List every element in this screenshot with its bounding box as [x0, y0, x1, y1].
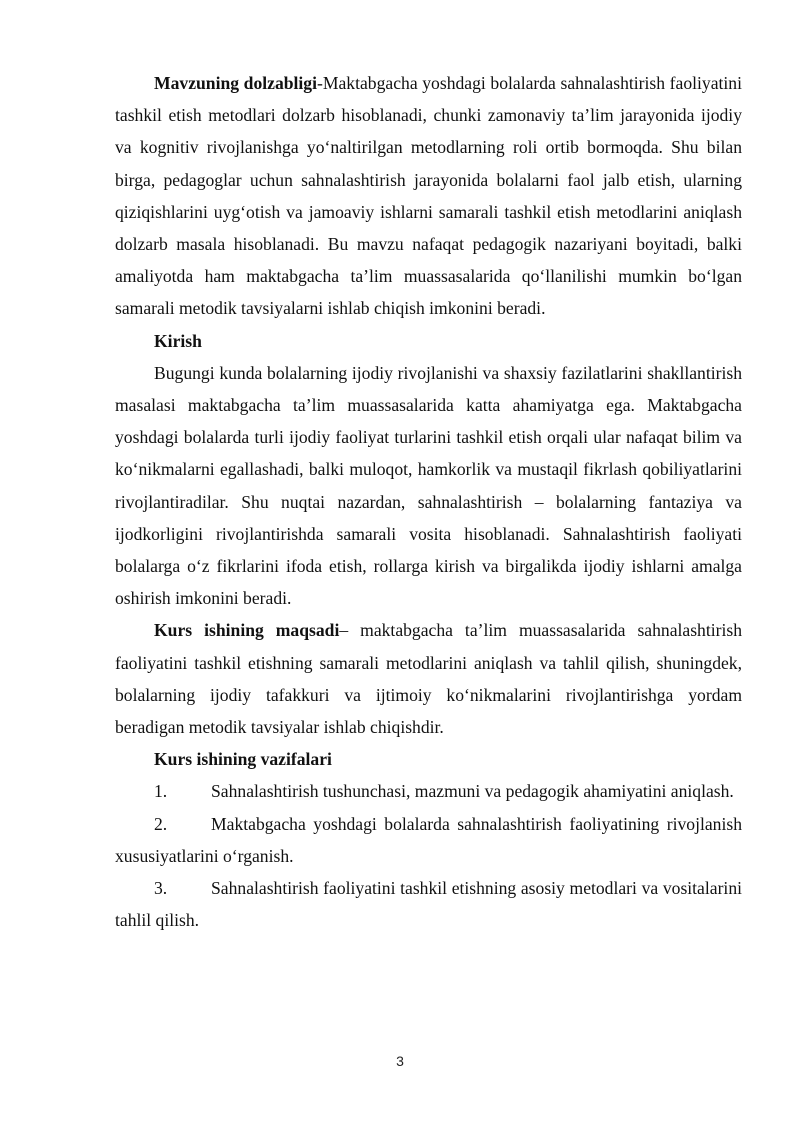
goal-lead: Kurs ishining maqsadi: [154, 620, 340, 641]
goal-text: – maktabgacha ta’lim muassasalarida sahnalashtirish faoliyatini tashkil etishning samarali metodlarini aniqlash va tahlil qilish, shuningdek, bolalarning ijodiy tafakkuri va ijtimoiy ko‘nikmalarini rivojlantirishga yordam beradigan metodik tavsiyalar ishlab chiqishdir.: [115, 620, 743, 738]
task-text: Maktabgacha yoshdagi bolalarda sahnalashtirish faoliyatining rivojlanish xususiyatlarini o‘rganish.: [115, 813, 742, 866]
page-number: 3: [396, 1053, 404, 1069]
relevance-text: -Maktabgacha yoshdagi bolalarda sahnalashtirish faoliyatini tashkil etish metodlari dolzarb hisoblanadi, chunki zamonaviy ta’lim jarayonida ijodiy va kognitiv rivojlanishga yo‘naltirilgan metodlarning roli ortib bormoqda. Shu bilan birga, pedagoglar uchun sahnalashtirish jarayonida bolalarni faol jalb etish, ularning qiziqishlarini uyg‘otish va jamoaviy ishlarni samarali tashkil etish metodlarini aniqlash dolzarb masala hisoblanadi. Bu mavzu nafaqat pedagogik nazariyani boyitadi, balki amaliyotda ham maktabgacha ta’lim muassasalarida qo‘llanilishi mumkin bo‘lgan samarali metodik tavsiyalarni ishlab chiqish imkonini beradi.: [115, 73, 742, 319]
goal-paragraph: [115, 614, 742, 743]
task-text: Sahnalashtirish tushunchasi, mazmuni va pedagogik ahamiyatini aniqlash.: [211, 781, 734, 802]
task-item: [115, 872, 742, 936]
task-number: 1.: [154, 781, 168, 802]
intro-heading: Kirish: [154, 330, 202, 351]
task-text: Sahnalashtirish faoliyatini tashkil etishning asosiy metodlari va vositalarini tahlil qilish.: [115, 878, 742, 931]
relevance-paragraph: [115, 67, 742, 325]
task-number: 2.: [154, 813, 168, 834]
task-number: 3.: [154, 878, 168, 899]
task-item: [115, 808, 742, 872]
relevance-lead: Mavzuning dolzabligi: [154, 73, 317, 93]
tasks-heading: Kurs ishining vazifalari: [154, 749, 332, 770]
task-item: [115, 775, 742, 807]
intro-paragraph: Bugungi kunda bolalarning ijodiy rivojlanishi va shaxsiy fazilatlarini shakllantirish masalasi maktabgacha ta’lim muassasalarida katta ahamiyatga ega. Maktabgacha yoshdagi bolalarda turli ijodiy faoliyat turlarini tashkil etish orqali ular nafaqat bilim va ko‘nikmalarni egallashadi, balki muloqot, hamkorlik va mustaqil fikrlash qobiliyatlarini rivojlantiradilar. Shu nuqtai nazardan, sahnalashtirish – bolalarning fantaziya va ijodkorligini rivojlantirishda samarali vosita hisoblanadi. Sahnalashtirish faoliyati bolalarga o‘z fikrlarini ifoda etish, rollarga kirish va birgalikda ijodiy ishlarni amalga oshirish imkonini beradi.: [115, 362, 742, 609]
document-page: [115, 67, 742, 936]
